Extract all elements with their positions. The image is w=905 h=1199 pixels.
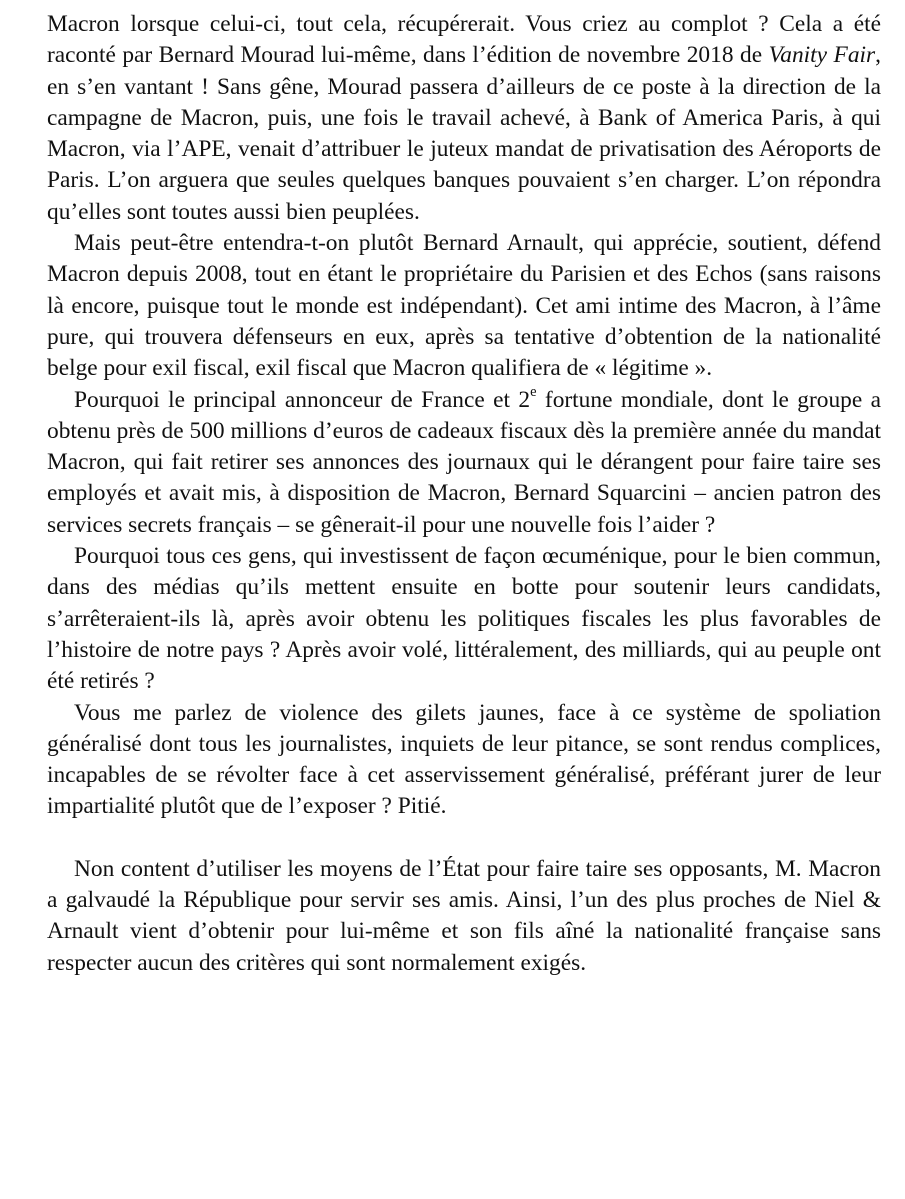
paragraph-3	[47, 385, 881, 541]
magazine-title: Vanity Fair	[768, 42, 876, 69]
paragraph-6	[47, 854, 881, 979]
paragraph-5	[47, 698, 881, 823]
paragraph-4	[47, 541, 881, 697]
paragraph-3-text-a: Pourquoi le principal annonceur de France et 2	[74, 386, 531, 413]
ordinal-superscript: e	[530, 383, 537, 400]
paragraph-6-text: Non content d’utiliser les moyens de l’État pour faire taire ses opposants, M. Macron a galvaudé la République pour servir ses amis. Ainsi, l’un des plus proches de Niel & Arnault vient d’obtenir pour lui-même et son fils aîné la nationalité française sans respecter aucun des critères qui sont normalement exigés.	[47, 855, 881, 976]
paragraph-3-text-b: fortune mondiale, dont le groupe a obtenu près de 500 millions d’euros de cadeaux fiscaux dès la première année du mandat Macron, qui fait retirer ses annonces des journaux qui le dérangent pour faire taire ses employés et avait mis, à disposition de Macron, Bernard Squarcini – ancien patron des services secrets français – se gênerait-il pour une nouvelle fois l’aider ?	[47, 386, 881, 538]
paragraph-1-text-a: Macron lorsque celui-ci, tout cela, récupérerait. Vous criez au complot ? Cela a été raconté par Bernard Mourad lui-même, dans l’édition de novembre 2018 de	[47, 11, 881, 69]
paragraph-4-text: Pourquoi tous ces gens, qui investissent de façon œcuménique, pour le bien commun, dans des médias qu’ils mettent ensuite en botte pour soutenir leurs candidats, s’arrêteraient-ils là, après avoir obtenu les politiques fiscales les plus favorables de l’histoire de notre pays ? Après avoir volé, littéralement, des milliards, qui au peuple ont été retirés ?	[47, 543, 881, 695]
paragraph-2-text: Mais peut-être entendra-t-on plutôt Bernard Arnault, qui apprécie, soutient, défend Macron depuis 2008, tout en étant le propriétaire du Parisien et des Echos (sans raisons là encore, puisque tout le monde est indépendant). Cet ami intime des Macron, à l’âme pure, qui trouvera défenseurs en eux, après sa tentative d’obtention de la nationalité belge pour exil fiscal, exil fiscal que Macron qualifiera de « légitime ».	[47, 230, 881, 382]
paragraph-1-text-b: , en s’en vantant ! Sans gêne, Mourad passera d’ailleurs de ce poste à la direction de la campagne de Macron, puis, une fois le travail achevé, à Bank of America Paris, à qui Macron, via l’APE, venait d’attribuer le juteux mandat de privatisation des Aéroports de Paris. L’on arguera que seules quelques banques pouvaient s’en charger. L’on répondra qu’elles sont toutes aussi bien peuplées.	[47, 42, 881, 225]
document-page	[47, 9, 881, 979]
paragraph-1	[47, 9, 881, 228]
paragraph-5-text: Vous me parlez de violence des gilets jaunes, face à ce système de spoliation généralisé dont tous les journalistes, inquiets de leur pitance, se sont rendus complices, incapables de se révolter face à cet asservissement généralisé, préférant jurer de leur impartialité plutôt que de l’exposer ? Pitié.	[47, 699, 881, 820]
paragraph-2	[47, 228, 881, 384]
